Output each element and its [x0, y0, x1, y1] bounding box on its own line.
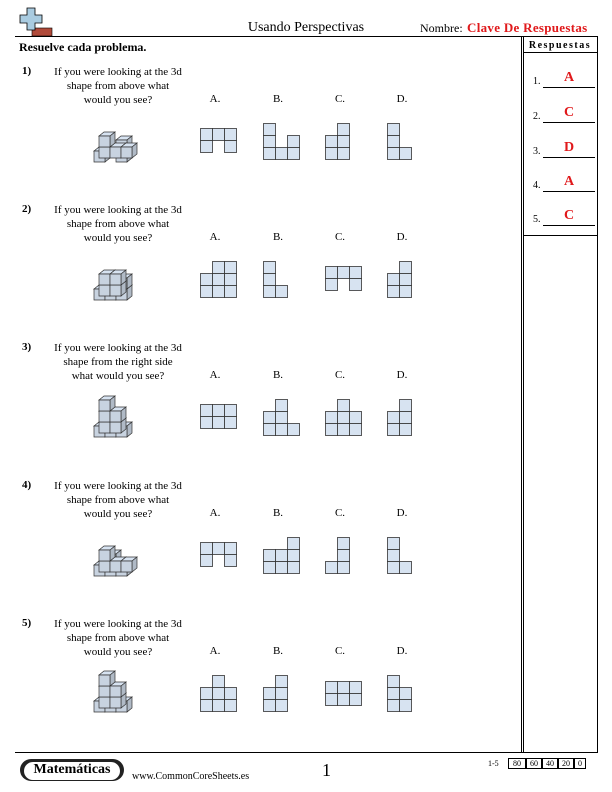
page-number: 1 [322, 760, 331, 780]
option-label-b: B. [272, 231, 284, 243]
view-square [225, 274, 237, 286]
option-c-view [325, 399, 363, 435]
header-rule [15, 36, 598, 37]
option-b-view [263, 675, 289, 711]
view-square [338, 562, 350, 574]
view-square [213, 129, 225, 141]
answer-number: 5. [533, 214, 541, 225]
view-square [264, 274, 276, 286]
view-square [326, 562, 338, 574]
option-label-c: C. [334, 507, 346, 519]
answer-row [533, 103, 595, 123]
answer-value: A [563, 70, 575, 85]
view-square [276, 412, 288, 424]
view-square [326, 136, 338, 148]
view-square [264, 700, 276, 712]
answer-header-rule [523, 52, 597, 53]
view-square [338, 682, 350, 694]
brand-name: Matemáticas [33, 762, 111, 777]
option-b-view [263, 537, 301, 573]
option-b-view [263, 123, 301, 159]
view-square [264, 136, 276, 148]
option-label-c: C. [334, 369, 346, 381]
answer-line [543, 122, 595, 123]
view-square [338, 550, 350, 562]
view-square [338, 136, 350, 148]
view-square [276, 148, 288, 160]
view-square [326, 694, 338, 706]
view-square [201, 141, 213, 153]
view-square [388, 424, 400, 436]
view-square [213, 676, 225, 688]
view-square [388, 124, 400, 136]
view-square [288, 148, 300, 160]
cube-figure [88, 532, 148, 580]
view-square [213, 688, 225, 700]
view-square [388, 412, 400, 424]
option-a-view [200, 675, 238, 711]
cube-face [121, 561, 132, 572]
view-square [213, 286, 225, 298]
view-square [350, 412, 362, 424]
question-number: 3) [22, 341, 32, 353]
option-label-d: D. [396, 507, 408, 519]
option-label-c: C. [334, 231, 346, 243]
footer-rule [15, 752, 598, 753]
option-label-d: D. [396, 231, 408, 243]
view-square [326, 267, 338, 279]
view-square [225, 141, 237, 153]
cube-face [99, 411, 110, 422]
view-square [201, 274, 213, 286]
view-square [225, 543, 237, 555]
question-text: If you were looking at the 3d shape from above what would you see? [54, 204, 182, 244]
cube-face [110, 274, 121, 285]
view-square [201, 555, 213, 567]
option-label-d: D. [396, 645, 408, 657]
view-square [338, 538, 350, 550]
view-square [338, 694, 350, 706]
view-square [288, 424, 300, 436]
question-number: 5) [22, 617, 32, 629]
answer-row [533, 172, 595, 192]
view-square [213, 274, 225, 286]
option-c-view [325, 123, 351, 159]
view-square [225, 417, 237, 429]
view-square [400, 262, 412, 274]
answer-line [543, 191, 595, 192]
option-label-b: B. [272, 93, 284, 105]
option-d-view [387, 261, 413, 297]
view-square [225, 688, 237, 700]
cube-face [99, 697, 110, 708]
cube-face [99, 285, 110, 296]
option-label-d: D. [396, 369, 408, 381]
view-square [338, 267, 350, 279]
question-number: 1) [22, 65, 32, 77]
answer-bottom-rule [523, 235, 597, 236]
option-label-b: B. [272, 507, 284, 519]
view-square [225, 129, 237, 141]
answer-value: C [563, 105, 575, 120]
view-square [264, 262, 276, 274]
view-square [388, 550, 400, 562]
view-square [326, 682, 338, 694]
name-value: Clave De Respuestas [467, 20, 588, 35]
option-label-a: A. [209, 93, 221, 105]
answer-number: 4. [533, 180, 541, 191]
view-square [213, 405, 225, 417]
question-number: 2) [22, 203, 32, 215]
view-square [225, 286, 237, 298]
answer-value: D [563, 140, 575, 155]
option-label-c: C. [334, 645, 346, 657]
cube-face [99, 550, 110, 561]
view-square [388, 274, 400, 286]
score-range: 1-5 [488, 759, 499, 768]
cube-face [110, 686, 121, 697]
cube-face [121, 147, 132, 158]
cube-face [110, 147, 121, 158]
view-square [388, 676, 400, 688]
cube-figure [88, 118, 148, 166]
view-square [201, 688, 213, 700]
view-square [326, 412, 338, 424]
option-c-view [325, 266, 363, 292]
option-a-view [200, 128, 238, 154]
view-square [225, 405, 237, 417]
score-cell: 20 [558, 758, 574, 769]
view-square [201, 405, 213, 417]
option-label-a: A. [209, 507, 221, 519]
view-square [276, 550, 288, 562]
answer-column-divider [521, 36, 522, 752]
answer-number: 3. [533, 146, 541, 157]
view-square [388, 688, 400, 700]
option-a-view [200, 542, 238, 568]
view-square [276, 688, 288, 700]
answer-line [543, 225, 595, 226]
cube-face [99, 686, 110, 697]
answer-row [533, 206, 595, 226]
view-square [201, 417, 213, 429]
view-square [276, 700, 288, 712]
view-square [264, 550, 276, 562]
score-cell: 60 [526, 758, 542, 769]
page-title: Usando Perspectivas [247, 20, 365, 35]
view-square [276, 424, 288, 436]
view-square [201, 129, 213, 141]
score-cell: 80 [508, 758, 526, 769]
view-square [213, 262, 225, 274]
view-square [338, 400, 350, 412]
cube-face [110, 285, 121, 296]
name-label: Nombre: [420, 21, 463, 35]
option-d-view [387, 675, 413, 711]
option-a-view [200, 261, 238, 297]
view-square [276, 676, 288, 688]
cube-figure [88, 256, 148, 304]
answer-value: A [563, 174, 575, 189]
view-square [264, 688, 276, 700]
view-square [276, 400, 288, 412]
option-label-c: C. [334, 93, 346, 105]
option-d-view [387, 399, 413, 435]
view-square [225, 700, 237, 712]
cube-face [110, 561, 121, 572]
view-square [388, 148, 400, 160]
cube-face [110, 422, 121, 433]
cube-face [99, 422, 110, 433]
cube-face [99, 147, 110, 158]
question-text: If you were looking at the 3d shape from the right side what would you see? [54, 342, 182, 382]
view-square [400, 274, 412, 286]
view-square [276, 286, 288, 298]
website-url: www.CommonCoreSheets.es [132, 771, 250, 782]
option-label-a: A. [209, 231, 221, 243]
view-square [388, 538, 400, 550]
option-b-view [263, 261, 289, 297]
question-text: If you were looking at the 3d shape from above what would you see? [54, 66, 182, 106]
cube-face [99, 675, 110, 686]
option-label-a: A. [209, 369, 221, 381]
view-square [388, 136, 400, 148]
view-square [276, 562, 288, 574]
answer-number: 1. [533, 76, 541, 87]
view-square [338, 124, 350, 136]
view-square [338, 148, 350, 160]
question-text: If you were looking at the 3d shape from above what would you see? [54, 480, 182, 520]
view-square [201, 543, 213, 555]
cube-figure [88, 393, 148, 441]
option-label-d: D. [396, 93, 408, 105]
view-square [400, 562, 412, 574]
view-square [264, 562, 276, 574]
answer-value: C [563, 208, 575, 223]
view-square [288, 562, 300, 574]
view-square [400, 148, 412, 160]
view-square [201, 700, 213, 712]
option-b-view [263, 399, 301, 435]
right-border [597, 36, 598, 752]
view-square [225, 262, 237, 274]
view-square [388, 286, 400, 298]
view-square [350, 424, 362, 436]
option-c-view [325, 537, 351, 573]
cube-face [99, 274, 110, 285]
view-square [201, 286, 213, 298]
option-c-view [325, 681, 363, 705]
view-square [213, 543, 225, 555]
instructions: Resuelve cada problema. [19, 40, 147, 54]
view-square [288, 538, 300, 550]
option-label-b: B. [272, 645, 284, 657]
answer-row [533, 138, 595, 158]
cube-face [99, 136, 110, 147]
view-square [264, 286, 276, 298]
view-square [326, 148, 338, 160]
option-label-b: B. [272, 369, 284, 381]
view-square [338, 412, 350, 424]
view-square [288, 136, 300, 148]
answer-line [543, 157, 595, 158]
view-square [400, 688, 412, 700]
view-square [400, 412, 412, 424]
view-square [400, 286, 412, 298]
view-square [400, 400, 412, 412]
score-cell: 40 [542, 758, 558, 769]
answer-line [543, 87, 595, 88]
cube-face [110, 697, 121, 708]
option-d-view [387, 537, 413, 573]
view-square [264, 412, 276, 424]
cube-face [99, 400, 110, 411]
question-text: If you were looking at the 3d shape from above what would you see? [54, 618, 182, 658]
view-square [338, 424, 350, 436]
view-square [213, 700, 225, 712]
option-a-view [200, 404, 238, 428]
view-square [326, 279, 338, 291]
score-cell: 0 [574, 758, 586, 769]
view-square [264, 124, 276, 136]
cube-face [99, 561, 110, 572]
view-square [326, 424, 338, 436]
view-square [264, 148, 276, 160]
view-square [400, 424, 412, 436]
answer-row [533, 68, 595, 88]
question-number: 4) [22, 479, 32, 491]
answer-column-divider-inner [523, 36, 524, 752]
cube-figure [88, 668, 148, 716]
view-square [388, 562, 400, 574]
option-label-a: A. [209, 645, 221, 657]
view-square [350, 279, 362, 291]
view-square [388, 700, 400, 712]
cube-face [110, 411, 121, 422]
view-square [350, 267, 362, 279]
answer-number: 2. [533, 111, 541, 122]
answer-key-header: Respuestas [528, 40, 592, 51]
view-square [350, 694, 362, 706]
view-square [400, 700, 412, 712]
view-square [213, 417, 225, 429]
view-square [350, 682, 362, 694]
option-d-view [387, 123, 413, 159]
view-square [264, 424, 276, 436]
view-square [288, 550, 300, 562]
view-square [225, 555, 237, 567]
